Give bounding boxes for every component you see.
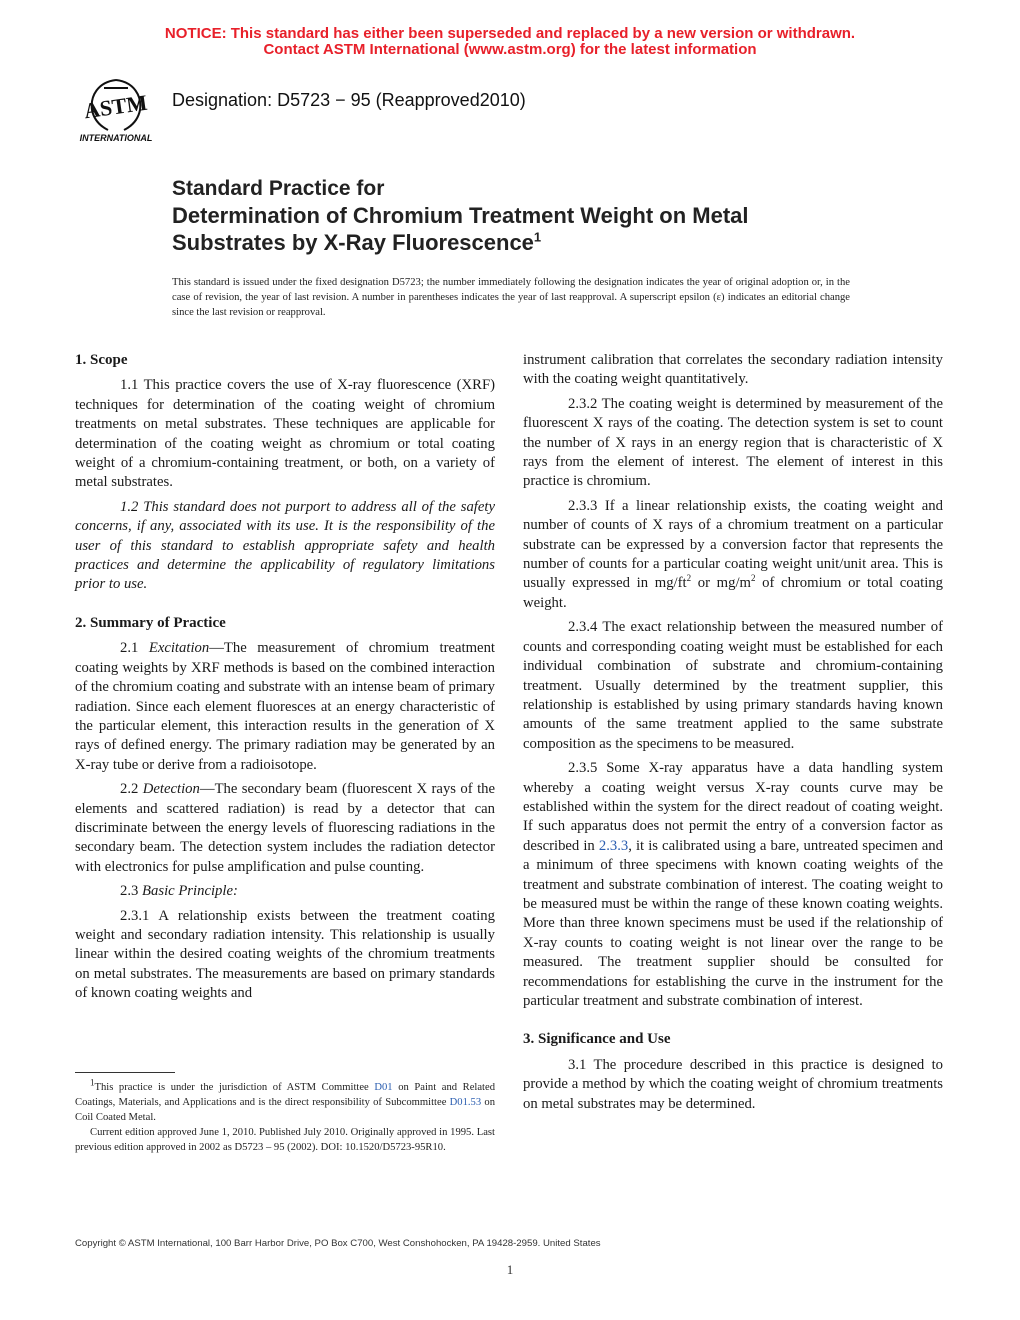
page-number: 1 <box>506 1262 514 1277</box>
paragraph-2-1: 2.1 Excitation—The measurement of chromium treatment coating weights by XRF methods is based on the combined interaction of the chromium coating and substrate with an intense beam of primary radiation. Since each element fluoresces at an energy characteristic of the particular element, this interaction results in the generation of X rays of defined energy. The primary radiation may be generated by an X-ray tube or derive from a radioisotope. <box>75 640 496 773</box>
footnote-rule <box>75 1072 175 1073</box>
astm-logo <box>70 74 162 146</box>
title-line-1: Standard Practice for <box>172 177 385 200</box>
paragraph-2-3-1-continued: instrument calibration that correlates the secondary radiation intensity with the coating weight quantitatively. <box>523 352 943 388</box>
footnote-1: $^1$This practice is under the jurisdiction of ASTM Committee D01 on Paint and Related Coatings, Materials, and Applications and is the direct responsibility of Subcommittee D01.53 on Coil Coated Metal. <box>75 1077 495 1123</box>
notice-line-2: Contact ASTM International (www.astm.org) for the latest information <box>263 41 757 58</box>
footnote-2: Current edition approved June 1, 2010. Published July 2010. Originally approved in 1995. Last previous edition approved in 2002 as D5723 – 95 (2002). DOI: 10.1520/D5723-95R10. <box>75 1127 495 1153</box>
section-heading-scope: 1. Scope <box>75 352 128 368</box>
paragraph-2-3-3: 2.3.3 If a linear relationship exists, the coating weight and number of counts of X rays of a chromium treatment on a particular substrate can be expressed by a conversion factor that represents the number of counts for a particular coating weight unit/unit area. This is usually expressed in $mg/ft^2$ or $mg/m^2$ of chromium or total coating weight. <box>523 497 943 611</box>
paragraph-2-3-4: 2.3.4 The exact relationship between the measured number of counts and corresponding coating weight must be established for each individual combination of substrate and chromium-containing treatment. Usually determined by the treatment supplier, this relationship is established by using primary standards having known amounts of the same treatment applied to the same substrate composition as the specimens to be measured. <box>523 619 943 752</box>
title-line-3: Substrates by X-Ray Fluorescence$^1$ <box>172 229 542 255</box>
section-heading-significance: 3. Significance and Use <box>523 1031 671 1048</box>
cross-ref-2-3-3[interactable]: 2.3.3 <box>598 837 629 854</box>
paragraph-3-1: 3.1 The procedure described in this practice is designed to provide a method by which the coating weight of chromium treatments on metal substrates may be determined. <box>523 1056 943 1112</box>
intro-note: This standard is issued under the fixed designation D5723; the number immediately following the designation indicates the year of original adoption or, in the case of revision, the year of last revision. A number in parentheses indicates the year of last reapproval. A superscript epsilon (ε) indicates an editorial change since the last revision or reapproval. <box>172 277 850 318</box>
notice-banner <box>0 26 1020 58</box>
designation: Designation: D5723 − 95 (Reapproved2010) <box>172 90 526 110</box>
logo-letters: ASTM <box>82 89 149 124</box>
section-heading-summary: 2. Summary of Practice <box>75 614 226 631</box>
paragraph-2-2: 2.2 Detection—The secondary beam (fluorescent X rays of the elements and scattered radiation) is read by a detector that can discriminate between the energy levels of fluorescing radiations in the secondary beam. The detection system includes the radiation detector with electronics for pulse amplification and pulse counting. <box>75 781 496 875</box>
paragraph-2-3: 2.3 Basic Principle: <box>120 883 238 900</box>
notice-line-1: NOTICE: This standard has either been superseded and replaced by a new version or withdrawn. <box>164 25 856 42</box>
paragraph-1-1: 1.1 This practice covers the use of X-ray fluorescence (XRF) techniques for determination of the coating weight of chromium treatments on metal substrates. These techniques are applicable for determination of the coating weight as chromium or total coating weight of a chromium-containing treatment, or both, on a variety of metal substrates. <box>75 377 495 491</box>
copyright-line: Copyright © ASTM International, 100 Barr Harbor Drive, PO Box C700, West Conshohocken, PA 19428-2959. United States <box>75 1238 601 1249</box>
paragraph-2-3-5: 2.3.5 Some X-ray apparatus have a data handling system whereby a coating weight versus X-ray counts curve may be established within the system for the direct readout of coating weight. If such apparatus does not permit the entry of a conversion factor as described in 2.3.3, it is calibrated using a bare, untreated specimen and a minimum of three specimens with known coating weights of the treatment and substrate combination of interest. The coating weight to be measured must be within the range of these known coating weights. More than three known specimens must be used if the relationship of X-ray counts to coating weight is not linear over the range to be measured. The treatment supplier should be consulted for recommendations for establishing the curve in the instrument for the particular treatment and substrate combination of interest. <box>523 760 943 1009</box>
paragraph-1-2: 1.2 This standard does not purport to address all of the safety concerns, if any, associated with its use. It is the responsibility of the user of this standard to establish appropriate safety and health practices and determine the applicability of regulatory limitations prior to use. <box>75 498 495 593</box>
logo-wordmark: INTERNATIONAL <box>79 133 153 143</box>
paragraph-2-3-1: 2.3.1 A relationship exists between the treatment coating weight and secondary radiation intensity. This relationship is usually linear within the desired coating weights of the chromium treatments on metal substrates. The measurements are based on primary standards of known coating weights and <box>75 907 495 1002</box>
footnotes <box>75 1077 495 1155</box>
left-column <box>75 351 495 1009</box>
title-footnote-mark: 1 <box>533 229 542 245</box>
footnote-link-d01-53[interactable]: D01.53 <box>449 1097 482 1108</box>
title-line-2: Determination of Chromium Treatment Weight on Metal <box>172 203 749 228</box>
paragraph-2-3-2: 2.3.2 The coating weight is determined by measurement of the fluorescent X rays of the coating. The detection system is set to count the number of X rays in an energy region that is characteristic of X rays from the element of interest. The element of interest in this practice is chromium. <box>523 395 943 490</box>
footnote-link-d01[interactable]: D01 <box>374 1082 393 1093</box>
right-column <box>523 351 943 1119</box>
document-title <box>172 175 749 256</box>
